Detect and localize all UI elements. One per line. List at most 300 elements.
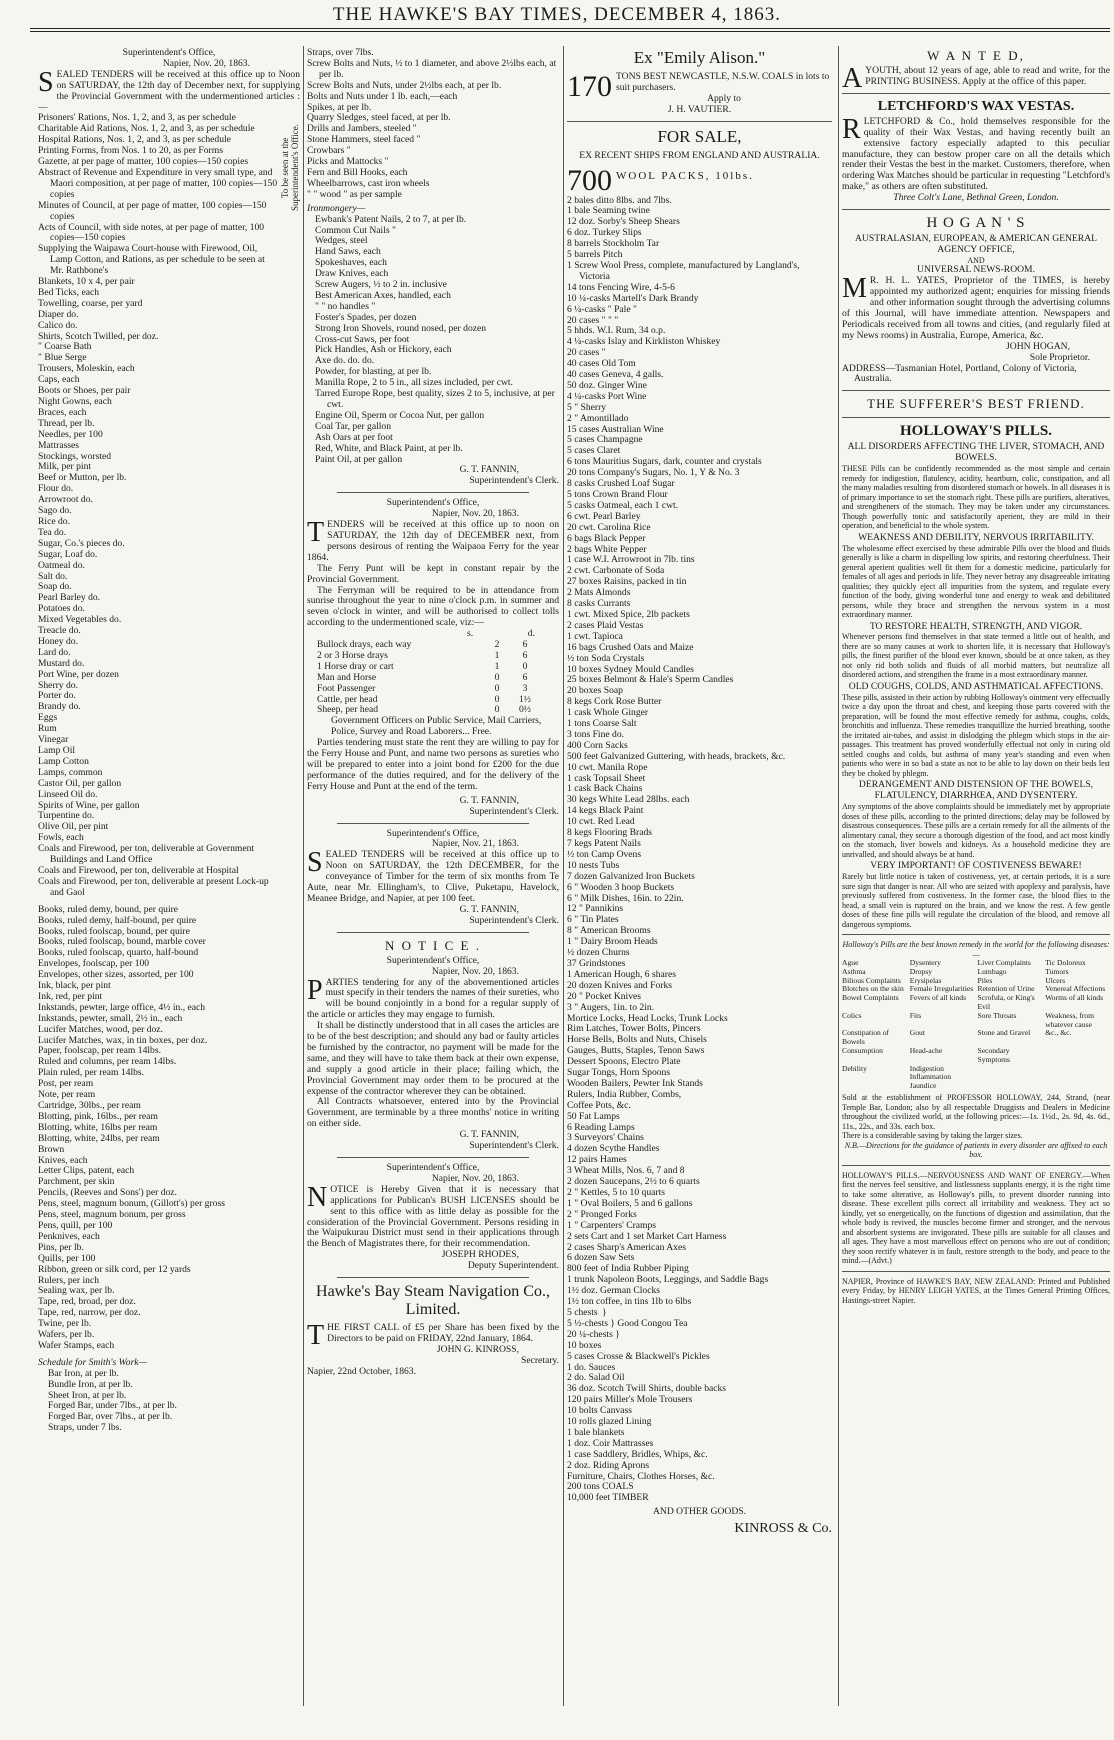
list-item: Coffee Pots, &c. (567, 1099, 631, 1111)
list-item: Pens, quill, per 100 (38, 1219, 113, 1231)
list-item: Powder, for blasting, at per lb. (315, 366, 432, 378)
separator (337, 1277, 529, 1278)
disease-cell (1045, 1047, 1110, 1065)
list-item: Engine Oil, Sperm or Cocoa Nut, per gallon (315, 409, 485, 421)
list-item: Stone Hammers, steel faced " (307, 134, 421, 146)
list-item: 20 ¼-chests } (567, 1328, 620, 1340)
list-item: Beef or Mutton, per lb. (38, 472, 127, 484)
list-item: Treacle do. (38, 625, 81, 637)
list-item: Boots or Shoes, per pair (38, 385, 131, 397)
hogan-subtitle: AUSTRALASIAN, EUROPEAN, & AMERICAN GENERAL AGENCY OFFICE, (855, 233, 1097, 255)
list-item: Ash Oars at per foot (315, 431, 393, 443)
list-item: 2 " Pronged Forks (567, 1208, 637, 1220)
list-item: 30 kegs White Lead 28lbs. each (567, 794, 690, 806)
list-item: Hospital Rations, Nos. 1, 2, and 3, as per schedule (38, 134, 231, 146)
disease-cell (978, 1065, 1043, 1074)
notice-p3: All Contracts whatsoever, entered into by the Provincial Government, are terminable by a three months' notice in writing on either side. (307, 1096, 559, 1130)
disease-cell: Fits (909, 1010, 922, 1020)
shillings-header: s. (467, 628, 474, 640)
list-item: Ink, black, per pint (38, 980, 111, 992)
list-item: Rulers, India Rubber, Combs, (567, 1088, 682, 1100)
disease-cell: Liver Complaints (977, 958, 1031, 968)
list-item: Strong Iron Shovels, round nosed, per dozen (315, 322, 487, 334)
list-item: 6 doz. Turkey Slips (567, 227, 642, 239)
list-item: Blankets, 10 x 4, per pair (38, 276, 135, 288)
ferry-free: Government Officers on Public Service, Mail Carriers, Police, Survey and Road Laborers... Free. (331, 715, 542, 738)
list-item: Lamps, common (38, 766, 103, 778)
list-item: 12 doz. Sorby's Sheep Shears (567, 216, 680, 228)
toll-item: 1 Horse dray or cart (317, 660, 394, 672)
dateline: Napier, Nov. 20, 1863. (431, 965, 519, 977)
list-item: 3 Wheat Mills, Nos. 6, 7 and 8 (567, 1165, 685, 1177)
list-item: Brown (38, 1143, 65, 1155)
list-item: 14 kegs Black Paint (567, 805, 644, 817)
tender-items-list (38, 113, 300, 898)
list-item: 5 cases Champagne (567, 434, 643, 446)
hogan-and: AND (967, 255, 985, 265)
list-item: 1 Screw Wool Press, complete, manufactured by Langland's, Victoria (567, 259, 800, 282)
list-item: Ink, red, per pint (38, 990, 103, 1002)
list-item: Cartridge, 30lbs., per ream (38, 1100, 141, 1111)
list-item: 7 dozen Galvanized Iron Buckets (567, 870, 695, 882)
toll-shillings: 0 (494, 671, 500, 683)
list-item: ½ dozen Churns (567, 947, 630, 959)
list-item: Envelopes, foolscap, per 100 (38, 958, 150, 970)
disease-cell: Constipation of Bowels (842, 1028, 890, 1047)
list-item: 2 bales ditto 8lbs. and 7lbs. (567, 194, 672, 206)
list-item: 5 cases Crosse & Blackwell's Pickles (567, 1350, 710, 1362)
list-item: Wafer Stamps, each (38, 1339, 115, 1351)
toll-item: Bullock drays, each way (317, 639, 412, 651)
column-divider (838, 46, 839, 1706)
list-item: Minutes of Council, at per page of matter, 100 copies—150 copies (38, 199, 267, 222)
list-item: Sugar, Co.'s pieces do. (38, 537, 125, 549)
list-item: Coals and Firewood, per ton, deliverable at Hospital (38, 864, 239, 876)
list-item: Books, ruled foolscap, bound, marble cover (38, 936, 206, 948)
column-1 (38, 48, 300, 1708)
list-item: Bar Iron, at per lb. (48, 1367, 119, 1379)
list-item: Books, ruled demy, bound, per quire (38, 903, 179, 915)
dateline: Napier, Nov. 20, 1863. (162, 57, 250, 69)
list-item: Vinegar (38, 734, 69, 746)
notice-heading: N O T I C E . (385, 937, 481, 953)
seller-signature: KINROSS & Co. (734, 1521, 832, 1537)
list-item: Printing Forms, from Nos. 1 to 20, as per Forms (38, 145, 223, 157)
list-item: Books, ruled demy, half-bound, per quire (38, 914, 197, 926)
list-item: Hand Saws, each (315, 246, 381, 258)
disease-cell (842, 1073, 907, 1082)
disease-cell: Ulcers (1045, 975, 1066, 985)
masthead: THE HAWKE'S BAY TIMES, DECEMBER 4, 1863. (332, 4, 782, 25)
list-item: 1 " Carpenters' Cramps (567, 1219, 657, 1231)
wool-text: WOOL PACKS, 10lbs. (616, 169, 754, 182)
list-item: 6 ¼-casks " Pale " (567, 303, 637, 315)
list-item: 3 Surveyors' Chains (567, 1132, 644, 1144)
steam-date: Napier, 22nd October, 1863. (307, 1365, 416, 1377)
list-item: Drills and Jambers, steeled " (307, 123, 417, 135)
list-item: 1 cask Back Chains (567, 783, 643, 795)
separator (842, 209, 1110, 210)
sale-subtitle: EX RECENT SHIPS FROM ENGLAND AND AUSTRALIA. (579, 149, 820, 161)
wanted-text: YOUTH, about 12 years of age, able to read and write, for the PRINTING BUSINESS. Apply at the office of this paper. (865, 65, 1110, 87)
disease-cell: Worms of all kinds (1045, 993, 1104, 1003)
list-item: Pencils, (Reeves and Sons') per doz. (38, 1187, 177, 1199)
vestas-text: LETCHFORD & Co., hold themselves responsible for the quality of their Wax Vestas, and having recently built an extensive factory especially adapted to this peculiar manufacture, they can bestow proper care on all the details which render their Vestas the best in the market. Customers, therefore, when ordering Wax Matches should be particular in requesting "Letchford's make," as others are often substituted. (842, 115, 1110, 193)
separator (842, 1271, 1110, 1272)
list-item: Sago do. (38, 505, 72, 517)
list-item: 8 kegs Cork Rose Butter (567, 696, 662, 708)
list-item: Stockings, worsted (38, 450, 112, 462)
list-item: Port Wine, per dozen (38, 668, 119, 680)
list-item: Honey do. (38, 635, 78, 647)
ferry-p3: The Ferryman will be required to be in attendance from sunrise throughout the year to nine o'clock p.m. in summer and seven o'clock in winter, and will be authorised to collect tolls according to the undermentioned scale, viz:— (307, 584, 559, 629)
list-item: Common Cut Nails " (315, 224, 396, 236)
section-title: TO RESTORE HEALTH, STRENGTH, AND VIGOR. (869, 620, 1083, 632)
tender-intro (38, 66, 300, 114)
pills-subtitle: ALL DISORDERS AFFECTING THE LIVER, STOMACH, AND BOWELS. (847, 441, 1105, 464)
notice-p2: It shall be distinctly understood that in all cases the articles are to be of the best description; and should any bad or faulty articles be furnished by the contractor, no payment will be made for the same, and they will have to take them back at their own expense, and supply a good article in their place; failing which, the Provincial Government may order them to be procured at the expense of the contractor wherever they can be obtained. (307, 1020, 559, 1097)
section-text: Whenever persons find themselves in that state termed a little out of health, and there are so many causes at work to shorten life, it is necessary that Holloway's pills, the finest purifier of the blood ever known, should be at once taken, as they not only rid both solids and fluids of all morbid matters, but neutralize all disordered actions, and strengthen the frame in a most extraordinary manner. (842, 632, 1110, 680)
list-item: Olive Oil, per pint (38, 821, 109, 833)
list-item: Rum (38, 723, 57, 735)
list-item: Spirits of Wine, per gallon (38, 799, 140, 811)
list-item: Calico do. (38, 319, 78, 331)
separator (842, 417, 1110, 418)
list-item: 5 chests } (567, 1306, 607, 1318)
signature-title: Superintendent's Clerk. (469, 805, 559, 817)
list-item: Milk, per pint (38, 461, 92, 473)
stationery-list (38, 905, 300, 1352)
list-item: Tape, red, broad, per doz. (38, 1296, 136, 1308)
disease-cell: Colics (842, 1010, 862, 1020)
list-item: 8 " American Brooms (567, 925, 651, 937)
list-item: Blotting, pink, 16lbs., per ream (38, 1110, 158, 1122)
list-item: Lamp Oil (38, 745, 76, 756)
list-item: Crowbars " (307, 145, 351, 157)
disease-cell (1045, 1065, 1110, 1074)
list-item: 20 " Pocket Knives (567, 990, 641, 1002)
list-item: Foster's Spades, per dozen (315, 311, 417, 323)
list-item: Shirts, Scotch Twilled, per doz. (38, 330, 159, 342)
list-item: 6 bags Black Pepper (567, 532, 646, 544)
dropcap: N (307, 1181, 328, 1213)
office-line: Superintendent's Office, (386, 1162, 480, 1173)
list-item: 6 tons Mauritius Sugars, dark, counter and crystals (567, 456, 762, 468)
list-item: Post, per ream (38, 1078, 94, 1090)
list-item: ½ ton Camp Ovens (567, 848, 642, 860)
list-item: Ribbon, green or silk cord, per 12 yards (38, 1263, 191, 1275)
section-text: Rarely but little notice is taken of costiveness, yet, at certain periods, it is a sure sure sign that danger is near. All who are seized with apoplexy and paralysis, have previously suffered from costiveness. In the former case, the blood flies to the head, a small vein is ruptured on the brain, and we know the rest. A few gentle doses of these fine pills will regulate the circulation of the blood, and remove all dangerous symptoms. (842, 872, 1110, 929)
list-item: Furniture, Chairs, Clothes Horses, &c. (567, 1470, 715, 1482)
list-item: Coals and Firewood, per ton, deliverable at present Lock-up and Gaol (38, 875, 269, 898)
imprint: NAPIER, Province of HAWKE'S BAY, NEW ZEALAND: Printed and Published every Friday, by HENRY LEIGH YATES, at the Times General Printing Offices, Hastings-street Napier. (842, 1276, 1110, 1305)
list-item: Knives, each (38, 1154, 88, 1166)
signature: G. T. FANNIN, (459, 903, 519, 915)
list-item: 16 bags Crushed Oats and Maize (567, 641, 694, 653)
list-item: Diaper do. (38, 308, 79, 320)
disease-cell: Secondary Symptoms (977, 1046, 1010, 1064)
list-item: 1 cwt. Mixed Spice, 2lb packets (567, 608, 690, 620)
list-item: Lucifer Matches, wax, in tin boxes, per doz. (38, 1034, 208, 1046)
toll-item: Cattle, per head (317, 693, 378, 705)
list-item: 1½ doz. German Clocks (567, 1285, 660, 1297)
list-item: Inkstands, pewter, small, 2½ in., each (38, 1012, 183, 1024)
list-item: Thread, per lb. (38, 417, 95, 429)
list-item: 3 tons Fine do. (567, 728, 625, 740)
hogan-newsroom: UNIVERSAL NEWS-ROOM. (917, 264, 1035, 276)
sold-text: Sold at the establishment of PROFESSOR HOLLOWAY, 244, Strand, (near Temple Bar, London; also by all respectable Druggists and Dealers in Medicine throughout the civilized world, at the following prices:—1s. 1½d., 2s. 9d, 4s. 6d., 11s., 22s., and 33s. each box. (842, 1093, 1110, 1131)
list-item: Blotting, white, 16lbs per ream (38, 1121, 158, 1133)
list-item: Towelling, coarse, per yard (38, 297, 143, 309)
list-item: 37 Grindstones (567, 957, 626, 969)
list-item: 2 cases Plaid Vestas (567, 619, 644, 631)
section-text: Any symptoms of the above complaints should be immediately met by appropriate doses of these pills, according to the printed directions; delay may be followed by disastrous consequences. These pills are a certain remedy for all the ailments of the alimentary canal, they secure a thorough digestion of the food, and act most kindly on the stomach, liver bowels and kidneys. As a household medicine they are unrivalled, and should always be at hand. (842, 802, 1110, 859)
list-item: 4 ¼-casks Islay and Kirkliston Whiskey (567, 336, 721, 348)
smith-list (38, 1369, 300, 1434)
masthead-rule (30, 28, 1110, 29)
list-item: Charitable Aid Rations, Nos. 1, 2, and 3, as per schedule (38, 123, 255, 135)
list-item: Spokeshaves, each (315, 257, 387, 269)
dropcap: T (307, 517, 325, 549)
list-item: " " no handles " (315, 300, 376, 312)
ship-title: Ex "Emily Alison." (633, 48, 766, 67)
disease-cell: Asthma (842, 966, 866, 976)
list-item: 10 rolls glazed Lining (567, 1416, 652, 1428)
toll-row (317, 684, 539, 695)
list-item: 12 pairs Hames (567, 1154, 627, 1166)
list-item: " " wood " as per sample (307, 188, 402, 200)
dropcap: S (38, 66, 54, 98)
disease-cell: Piles (977, 975, 993, 985)
disease-cell: Bilious Complaints (842, 975, 901, 985)
list-item: 2 bags White Pepper (567, 543, 647, 555)
column-divider (303, 46, 304, 1706)
list-item: Pick Handles, Ash or Hickory, each (315, 344, 452, 356)
toll-shillings: 0 (494, 704, 500, 716)
separator (567, 121, 832, 122)
list-item: 1 bale blankets (567, 1426, 625, 1438)
disease-cell (1045, 1082, 1110, 1091)
list-item: Plain ruled, per ream 14lbs. (38, 1067, 145, 1079)
disease-cell (978, 1082, 1043, 1091)
dropcap: T (307, 1320, 325, 1352)
list-item: Mixed Vegetables do. (38, 614, 122, 626)
disease-cell: Lumbago (977, 966, 1007, 976)
list-item: Envelopes, other sizes, assorted, per 100 (38, 969, 194, 981)
timber-text: EALED TENDERS will be received at this office up to Noon on SATURDAY, the 12th DECEMBER, for the conveyance of Timber for the term of six months from Te Aute, near Mr. Ellingham's, to Clive, Puketapu, Havelock, Meanee Bridge, and Napier, at per 100 feet. (307, 849, 559, 904)
dropcap: S (307, 847, 323, 879)
office-line: Superintendent's Office, (386, 954, 480, 966)
section-title: DERANGEMENT AND DISTENSION OF THE BOWELS, FLATULENCY, DIARRHŒA, AND DYSENTERY. (858, 779, 1094, 802)
disease-cell: Stone and Gravel (977, 1028, 1031, 1038)
list-item: Draw Knives, each (315, 268, 389, 280)
list-item: Coals and Firewood, per ton, deliverable at Government Buildings and Land Office (38, 843, 255, 866)
list-item: Screw Bolts and Nuts, ½ to 1 diameter, and above 2½lbs each, at per lb. (307, 57, 557, 80)
ironmongery-list (307, 215, 559, 466)
list-item: 1 cwt. Tapioca (567, 630, 623, 642)
section-text: These pills, assisted in their action by rubbing Holloway's ointment very effectually twice a day upon the throat and chest, and keeping those parts covered with the preparation, will be found the most effective remedy for asthma, coughs, colds, bronchitis and influenza. These remedies tranquillize the hurried breathing, soothe the irritated air-tubes, and assist in dislodging the phlegm which stops in the air-passages. This treatment has proved wonderfully effectual not only in curing old settled coughs and colds, but asthma of many year's standing and even when patients who were in so bad a state as not to be able to lay down on their beds lest they be choked by phlegm. (842, 692, 1110, 778)
disease-cell: Fevers of all kinds (909, 993, 967, 1003)
list-item: 1½ ton coffee, in tins 1lb to 6lbs (567, 1296, 692, 1308)
disease-cell: Debility (842, 1063, 867, 1073)
list-item: Rice do. (38, 515, 70, 527)
list-item: Paper, foolscap, per ream 14lbs. (38, 1045, 161, 1057)
list-item: 27 boxes Raisins, packed in tin (567, 576, 687, 588)
list-item: 25 boxes Belmont & Hale's Sperm Candles (567, 674, 734, 686)
list-item: Forged Bar, over 7lbs., at per lb. (48, 1411, 173, 1423)
toll-pence: 6 (522, 671, 528, 683)
list-item: Wedges, steel (315, 235, 368, 247)
separator (337, 1157, 529, 1158)
disease-cell (978, 1073, 1043, 1082)
list-item: Axe do. do. do. (315, 355, 375, 367)
diseases-table (842, 959, 1110, 1091)
disease-cell: Tumors (1045, 966, 1069, 976)
list-item: 2 " Kettles, 5 to 10 quarts (567, 1187, 665, 1198)
list-item: 6 " Tin Plates (567, 914, 619, 926)
office-line: Superintendent's Office, (386, 497, 480, 509)
signature-title: Superintendent's Clerk. (469, 1140, 559, 1152)
list-item: 6 " Wooden 3 hoop Buckets (567, 881, 675, 893)
list-item: 8 kegs Flooring Brads (567, 827, 653, 839)
list-item: Rulers, per inch (38, 1274, 100, 1286)
advert-text: HOLLOWAY'S PILLS.—NERVOUSNESS AND WANT OF ENERGY.—When first the nerves feel sensitive, and listlessness supplants energy, it is the right time to take some alterative, as Holloway's pills, to prevent disorder running into disease. These excellent pills correct all irritability and weakness. They act so kindly, yet so energetically, on the functions of digestion and assimilation, that the whole body is revived, the muscles become firmer and stronger, and the nervous and absorbent systems are invigorated. These pills are suitable for all classes and all ages. They have a most marvellous effect on persons who are out of condition; they soon rectify whatever is in fault, restore strength to the body, and peace to the mind.—(Advt.) (842, 1170, 1110, 1266)
list-item: Cross-cut Saws, per foot (315, 333, 410, 345)
list-item: 4 ¼-casks Port Wine (567, 390, 647, 402)
pence-header: d. (527, 628, 535, 640)
disease-cell: Retention of Urine (977, 984, 1035, 994)
notice-p1: ARTIES tendering for any of the abovementioned articles must specify in their tenders the names of their sureties, who will be bound conjointly in a bond for a regular supply of the article or articles they may engage to furnish. (307, 976, 559, 1021)
disease-cell (842, 1082, 907, 1091)
list-item: 36 doz. Scotch Twill Shirts, double backs (567, 1383, 727, 1395)
column-divider (563, 46, 564, 1706)
disease-cell: Erysipelas (909, 975, 942, 985)
list-item: Letter Clips, patent, each (38, 1165, 135, 1177)
list-item: Inkstands, pewter, large office, 4½ in., each (38, 1001, 206, 1013)
list-item: 2 sets Cart and 1 set Market Cart Harness (567, 1230, 727, 1242)
list-item: 10 nests Tubs (567, 859, 620, 871)
list-item: Horse Bells, Bolts and Nuts, Chisels (567, 1034, 707, 1046)
hogan-title: H O G A N ' S (926, 215, 1026, 232)
list-item: 20 tons Company's Sugars, No. 1, Y & No. 3 (567, 467, 740, 479)
list-item: 120 pairs Miller's Mole Trousers (567, 1394, 693, 1406)
signature: JOHN HOGAN, (1006, 340, 1070, 352)
list-item: Spikes, at per lb. (307, 101, 372, 113)
signature: G. T. FANNIN, (459, 1129, 519, 1141)
disease-cell: Sore Throats (977, 1010, 1017, 1020)
list-item: 2 cases Sharp's American Axes (567, 1241, 686, 1253)
list-item: Needles, per 100 (38, 428, 103, 440)
section-title: WEAKNESS AND DEBILITY, NERVOUS IRRITABILITY. (858, 531, 1094, 543)
section-text: The wholesome effect exercised by these admirable Pills over the blood and fluids generally is like a charm in dispelling low spirits, and restoring cheerfulness. Their general aperient qualities well fit them for a domestic medicine, particularly for females of all ages and periods in life. They never betray any disagreeable irritating qualities; they quickly eject all impurities from the system, and regulate every function of the body, giving wonderful tone and energy to weak and debilitated persons, while they brace and strengthen the nervous system in a most extraordinary manner. (842, 543, 1110, 620)
list-item: Oatmeal do. (38, 559, 85, 571)
list-item: 1 American Hough, 6 shares (567, 968, 676, 980)
separator (842, 1165, 1110, 1166)
disease-cell: &c., &c. (1045, 1028, 1072, 1038)
toll-pence: 6 (522, 639, 528, 651)
list-item: Rim Latches, Tower Bolts, Pincers (567, 1023, 701, 1035)
vestas-title: LETCHFORD'S WAX VESTAS. (877, 98, 1075, 114)
separator (842, 93, 1110, 94)
list-item: 5 hhds. W.I. Rum, 34 o.p. (567, 325, 666, 337)
list-item: Note, per ream (38, 1089, 96, 1101)
list-item: Screw Augers, ½ to 2 in. inclusive (315, 279, 447, 291)
toll-table (307, 640, 559, 716)
list-item: Straps, over 7lbs. (307, 48, 374, 58)
list-item: Lucifer Matches, wood, per doz. (38, 1023, 163, 1035)
column-3 (567, 48, 832, 1728)
list-item: Linseed Oil do. (38, 788, 98, 800)
disease-cell: Dropsy (909, 966, 933, 976)
list-item: Tape, red, narrow, per doz. (38, 1307, 141, 1319)
ferry-p2: The Ferry Punt will be kept in constant repair by the Provincial Government. (307, 562, 559, 585)
steam-text: HE FIRST CALL of £5 per Share has been fixed by the Directors to be paid on FRIDAY, 22nd January, 1864. (327, 1322, 559, 1344)
disease-cell: Female Irregularities (909, 984, 974, 994)
list-item: 20 dozen Knives and Forks (567, 979, 672, 991)
list-item: 400 Corn Sacks (567, 739, 628, 751)
list-item: 5 barrels Pitch (567, 249, 623, 261)
toll-shillings: 2 (494, 639, 500, 651)
list-item: 12 " Pannikins (567, 903, 624, 915)
list-item: Parchment, per skin (38, 1176, 115, 1188)
list-item: 1 trunk Napoleon Boots, Leggings, and Saddle Bags (567, 1274, 769, 1286)
list-item: 2 do. Salad Oil (567, 1372, 625, 1384)
ship-text: TONS BEST NEWCASTLE, N.S.W. COALS in lots to suit purchasers. (616, 72, 830, 93)
list-item: 40 cases Geneva, 4 galls. (567, 369, 664, 381)
separator (337, 492, 529, 493)
list-item: Trousers, Moleskin, each (38, 363, 135, 375)
disease-cell: Venereal Affections (1045, 984, 1106, 994)
list-item: Eggs (38, 712, 58, 724)
list-item: Mustard do. (38, 657, 85, 669)
list-item: Wooden Bailers, Pewter Ink Stands (567, 1077, 703, 1089)
list-item: 1 case Saddlery, Bridles, Whips, &c. (567, 1448, 708, 1460)
dropcap: A (842, 63, 863, 94)
list-item: Books, ruled foolscap, bound, per quire (38, 925, 190, 937)
signature-title: Secretary. (521, 1354, 559, 1366)
list-item: 5 ½-chests } Good Congou Tea (567, 1317, 688, 1329)
list-item: 3 " Augers, 1in. to 2in. (567, 1001, 655, 1013)
list-item: Bed Ticks, each (38, 286, 100, 298)
smith-heading: Schedule for Smith's Work— (38, 1356, 148, 1368)
list-item: Castor Oil, per gallon (38, 777, 122, 789)
smith-items-cont (307, 48, 559, 201)
list-item: 2 dozen Saucepans, 2½ to 6 quarts (567, 1176, 700, 1188)
list-item: Sugar, Loaf do. (38, 548, 98, 560)
signature-title: Superintendent's Clerk. (469, 475, 559, 487)
list-item: Best American Axes, handled, each (315, 289, 451, 301)
list-item: 14 tons Fencing Wire, 4-5-6 (567, 281, 675, 293)
dateline: Napier, Nov. 21, 1863. (431, 838, 519, 850)
list-item: Acts of Council, with side notes, at per page of matter, 100 copies—150 copies (38, 221, 265, 244)
list-item: Books, ruled foolscap, quarto, half-bound (38, 947, 199, 959)
pills-text: THESE Pills can be confidently recommended as the most simple and certain remedy for indigestion, flatulency, acidity, heartburn, colic, constipation, and all the many maladies resulting from disordered stomach or bowels. In all diseases it is of primary importance to set the stomach right. These pills are purifiers, alteratives, and strengtheners of the stomach. They may be taken under any circumstances. Though powerfully tonic and satisfactorily aperient, they are mild in their operation, and beneficial to the whole system. (842, 464, 1110, 531)
list-item: Gazette, at per page of matter, 100 copies—150 copies (38, 156, 249, 168)
toll-pence: 3 (522, 682, 528, 694)
list-item: Bundle Iron, at per lb. (48, 1378, 133, 1390)
dropcap: R (842, 113, 861, 145)
signature-title: Superintendent's Clerk. (469, 914, 559, 926)
disease-cell: Gout (909, 1028, 925, 1038)
toll-item: Foot Passenger (317, 682, 376, 694)
list-item: Sealing wax, per lb. (38, 1285, 115, 1297)
list-item: 200 tons COALS (567, 1481, 634, 1493)
list-item: 5 casks Oatmeal, each 1 cwt. (567, 499, 679, 511)
vestas-address: Three Colt's Lane, Bethnal Green, London. (893, 192, 1059, 204)
side-note: To be seen at the Superintendent's Office. (280, 124, 300, 212)
ironmongery-heading: Ironmongery— (307, 202, 366, 214)
dateline: Napier, Nov. 20, 1863. (431, 1172, 519, 1184)
